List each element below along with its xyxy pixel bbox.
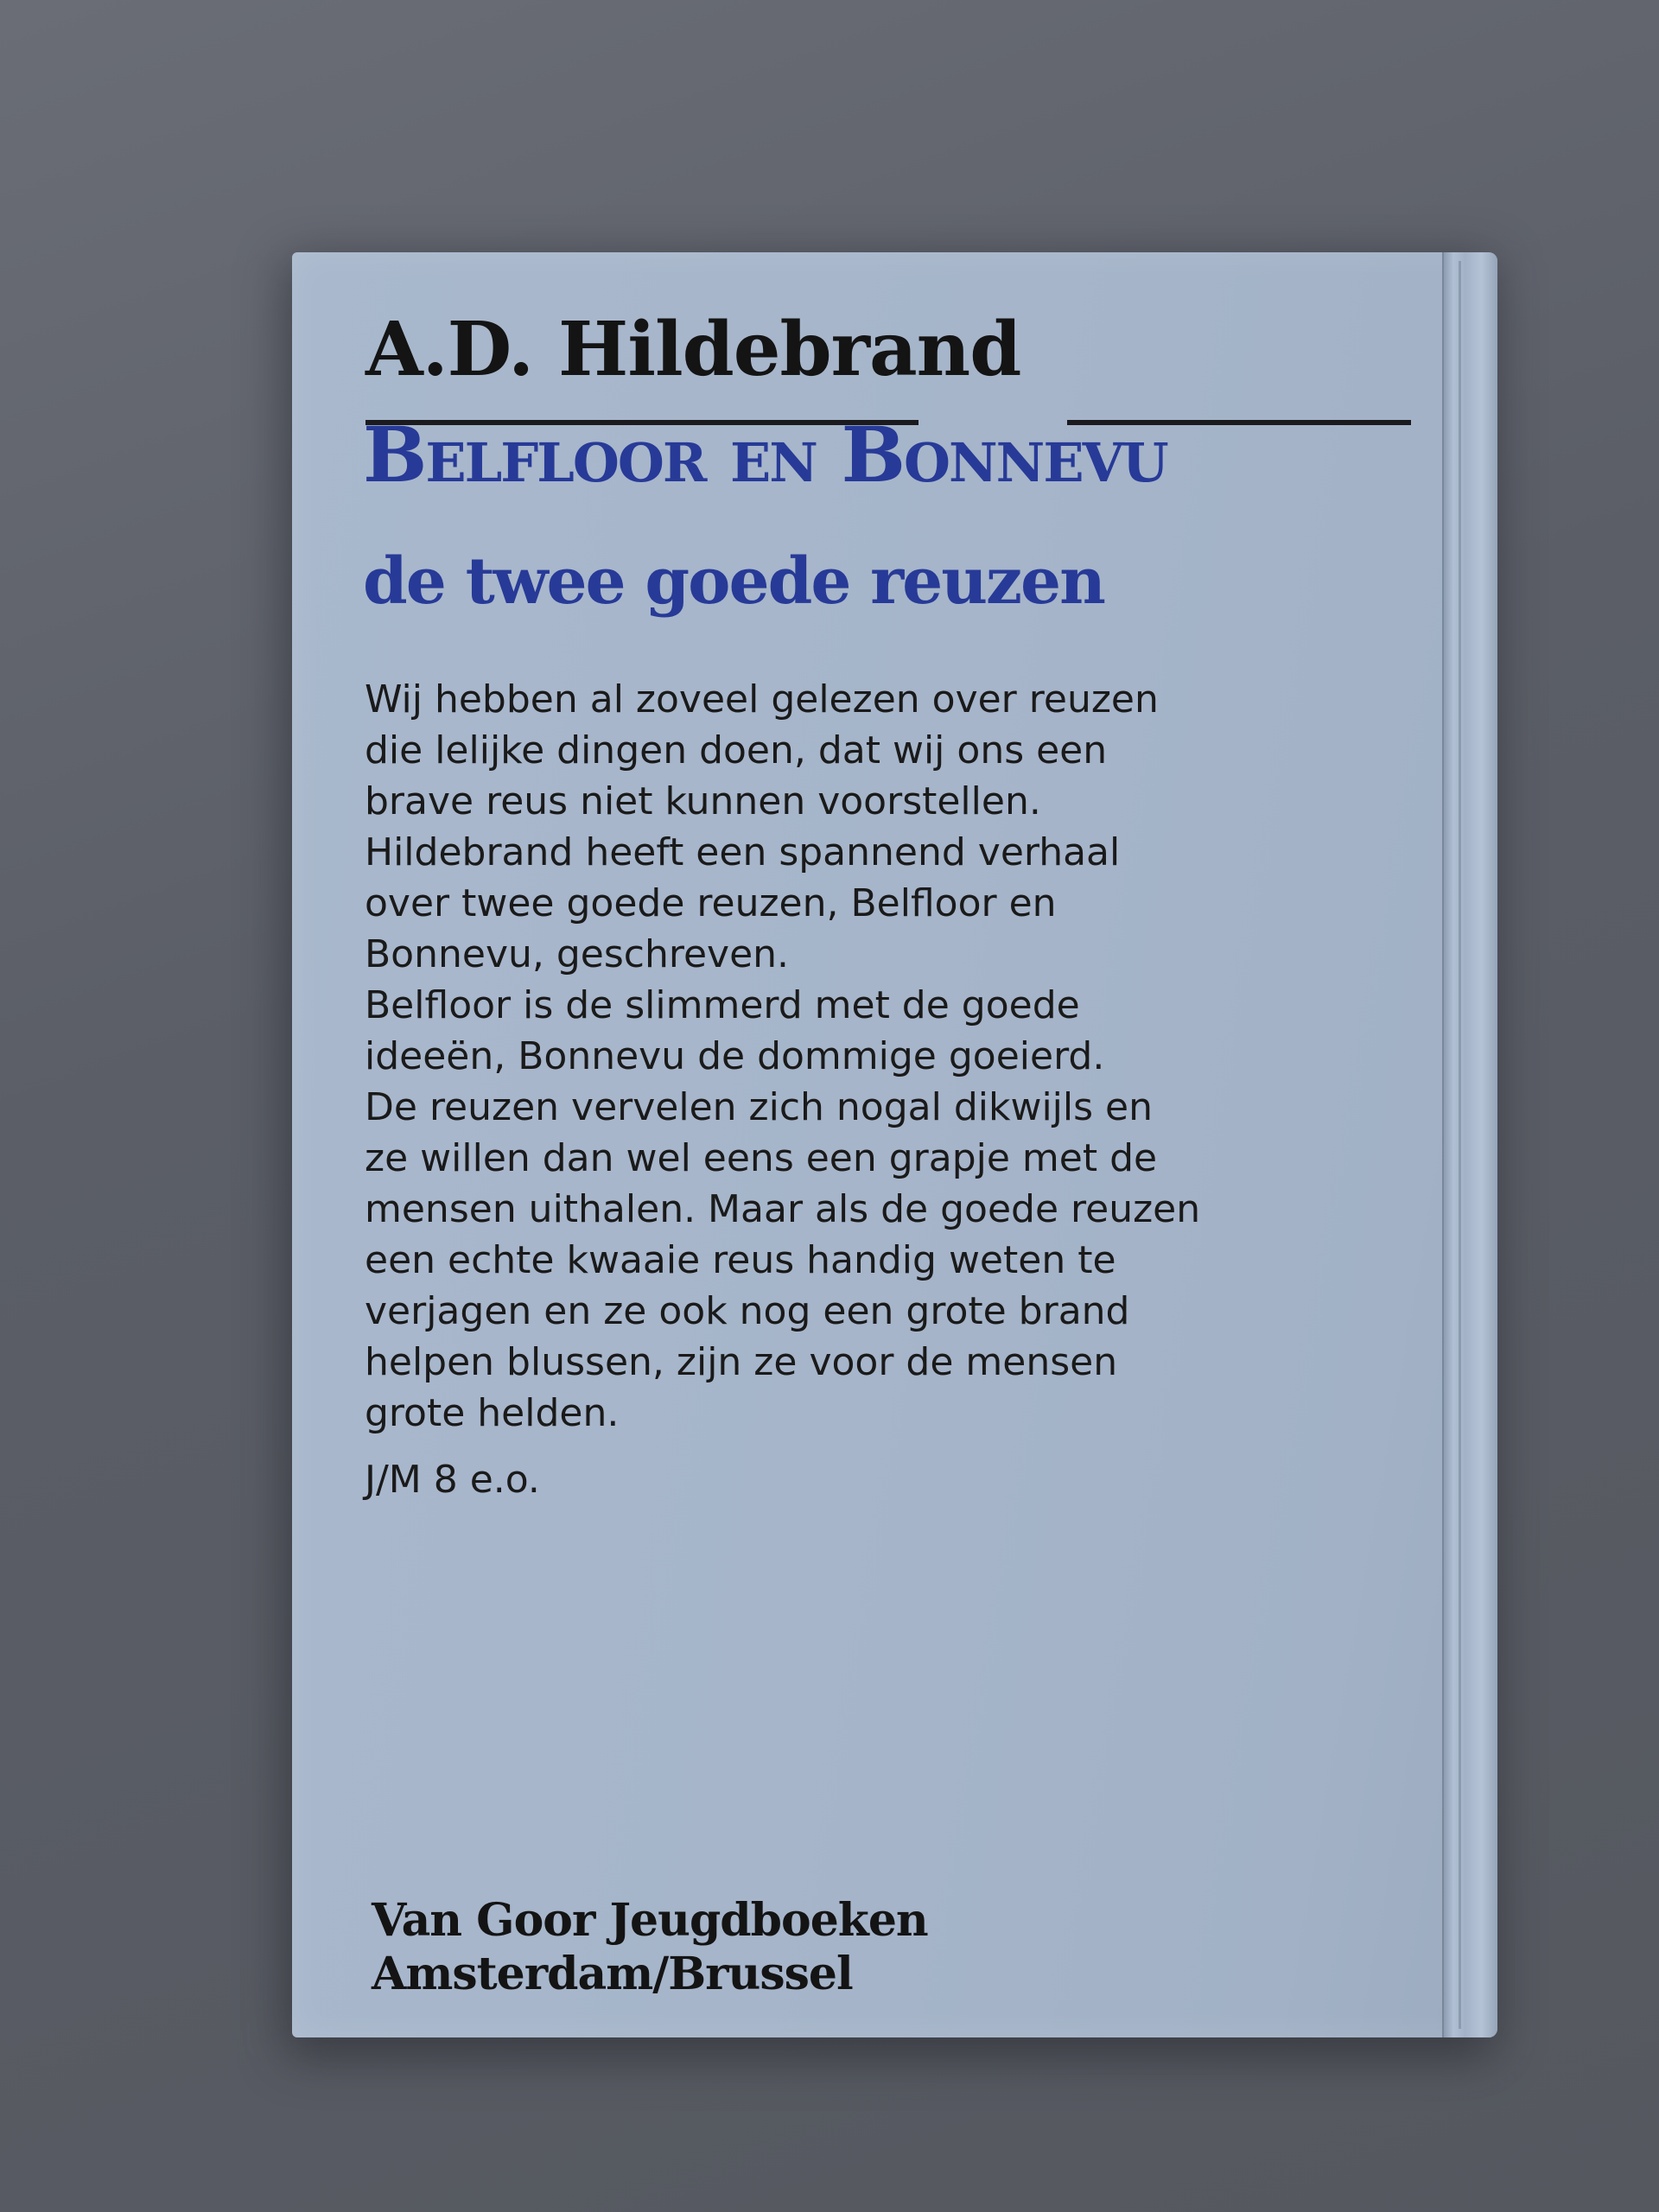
blurb-line: brave reus niet kunnen voorstellen. [365,779,1041,823]
publisher-block [372,1894,928,2001]
blurb-line: Wij hebben al zoveel gelezen over reuzen [365,677,1159,721]
spine-groove [1459,261,1461,2029]
book-title: Belfloor en Bonnevu [363,410,1167,499]
blurb-line: De reuzen vervelen zich nogal dikwijls en [365,1085,1153,1129]
publisher-city: Amsterdam/Brussel [372,1948,853,2000]
book-back-cover [292,252,1497,2037]
blurb-line: grote helden. [365,1391,620,1435]
book-spine-edge [1442,252,1497,2037]
blurb-line: Belfloor is de slimmerd met de goede [365,983,1080,1027]
blurb-line: ideeën, Bonnevu de dommige goeierd. [365,1034,1105,1078]
blurb-text [365,674,1211,1439]
blurb-line: ze willen dan wel eens een grapje met de [365,1136,1158,1180]
blurb-line: over twee goede reuzen, Belfloor en [365,881,1057,925]
book-subtitle: de twee goede reuzen [363,544,1104,619]
author-name: A.D. Hildebrand [365,306,1021,393]
blurb-line: een echte kwaaie reus handig weten te [365,1238,1116,1282]
blurb-line: verjagen en ze ook nog een grote brand [365,1289,1130,1333]
blurb-line: Bonnevu, geschreven. [365,932,790,976]
age-rating: J/M 8 e.o. [365,1458,540,1502]
blurb-line: helpen blussen, zijn ze voor de mensen [365,1340,1118,1384]
blurb-line: die lelijke dingen doen, dat wij ons een [365,728,1108,772]
blurb-line: Hildebrand heeft een spannend verhaal [365,830,1121,874]
publisher-name: Van Goor Jeugdboeken [372,1894,928,1947]
blurb-line: mensen uithalen. Maar als de goede reuzen [365,1187,1201,1231]
